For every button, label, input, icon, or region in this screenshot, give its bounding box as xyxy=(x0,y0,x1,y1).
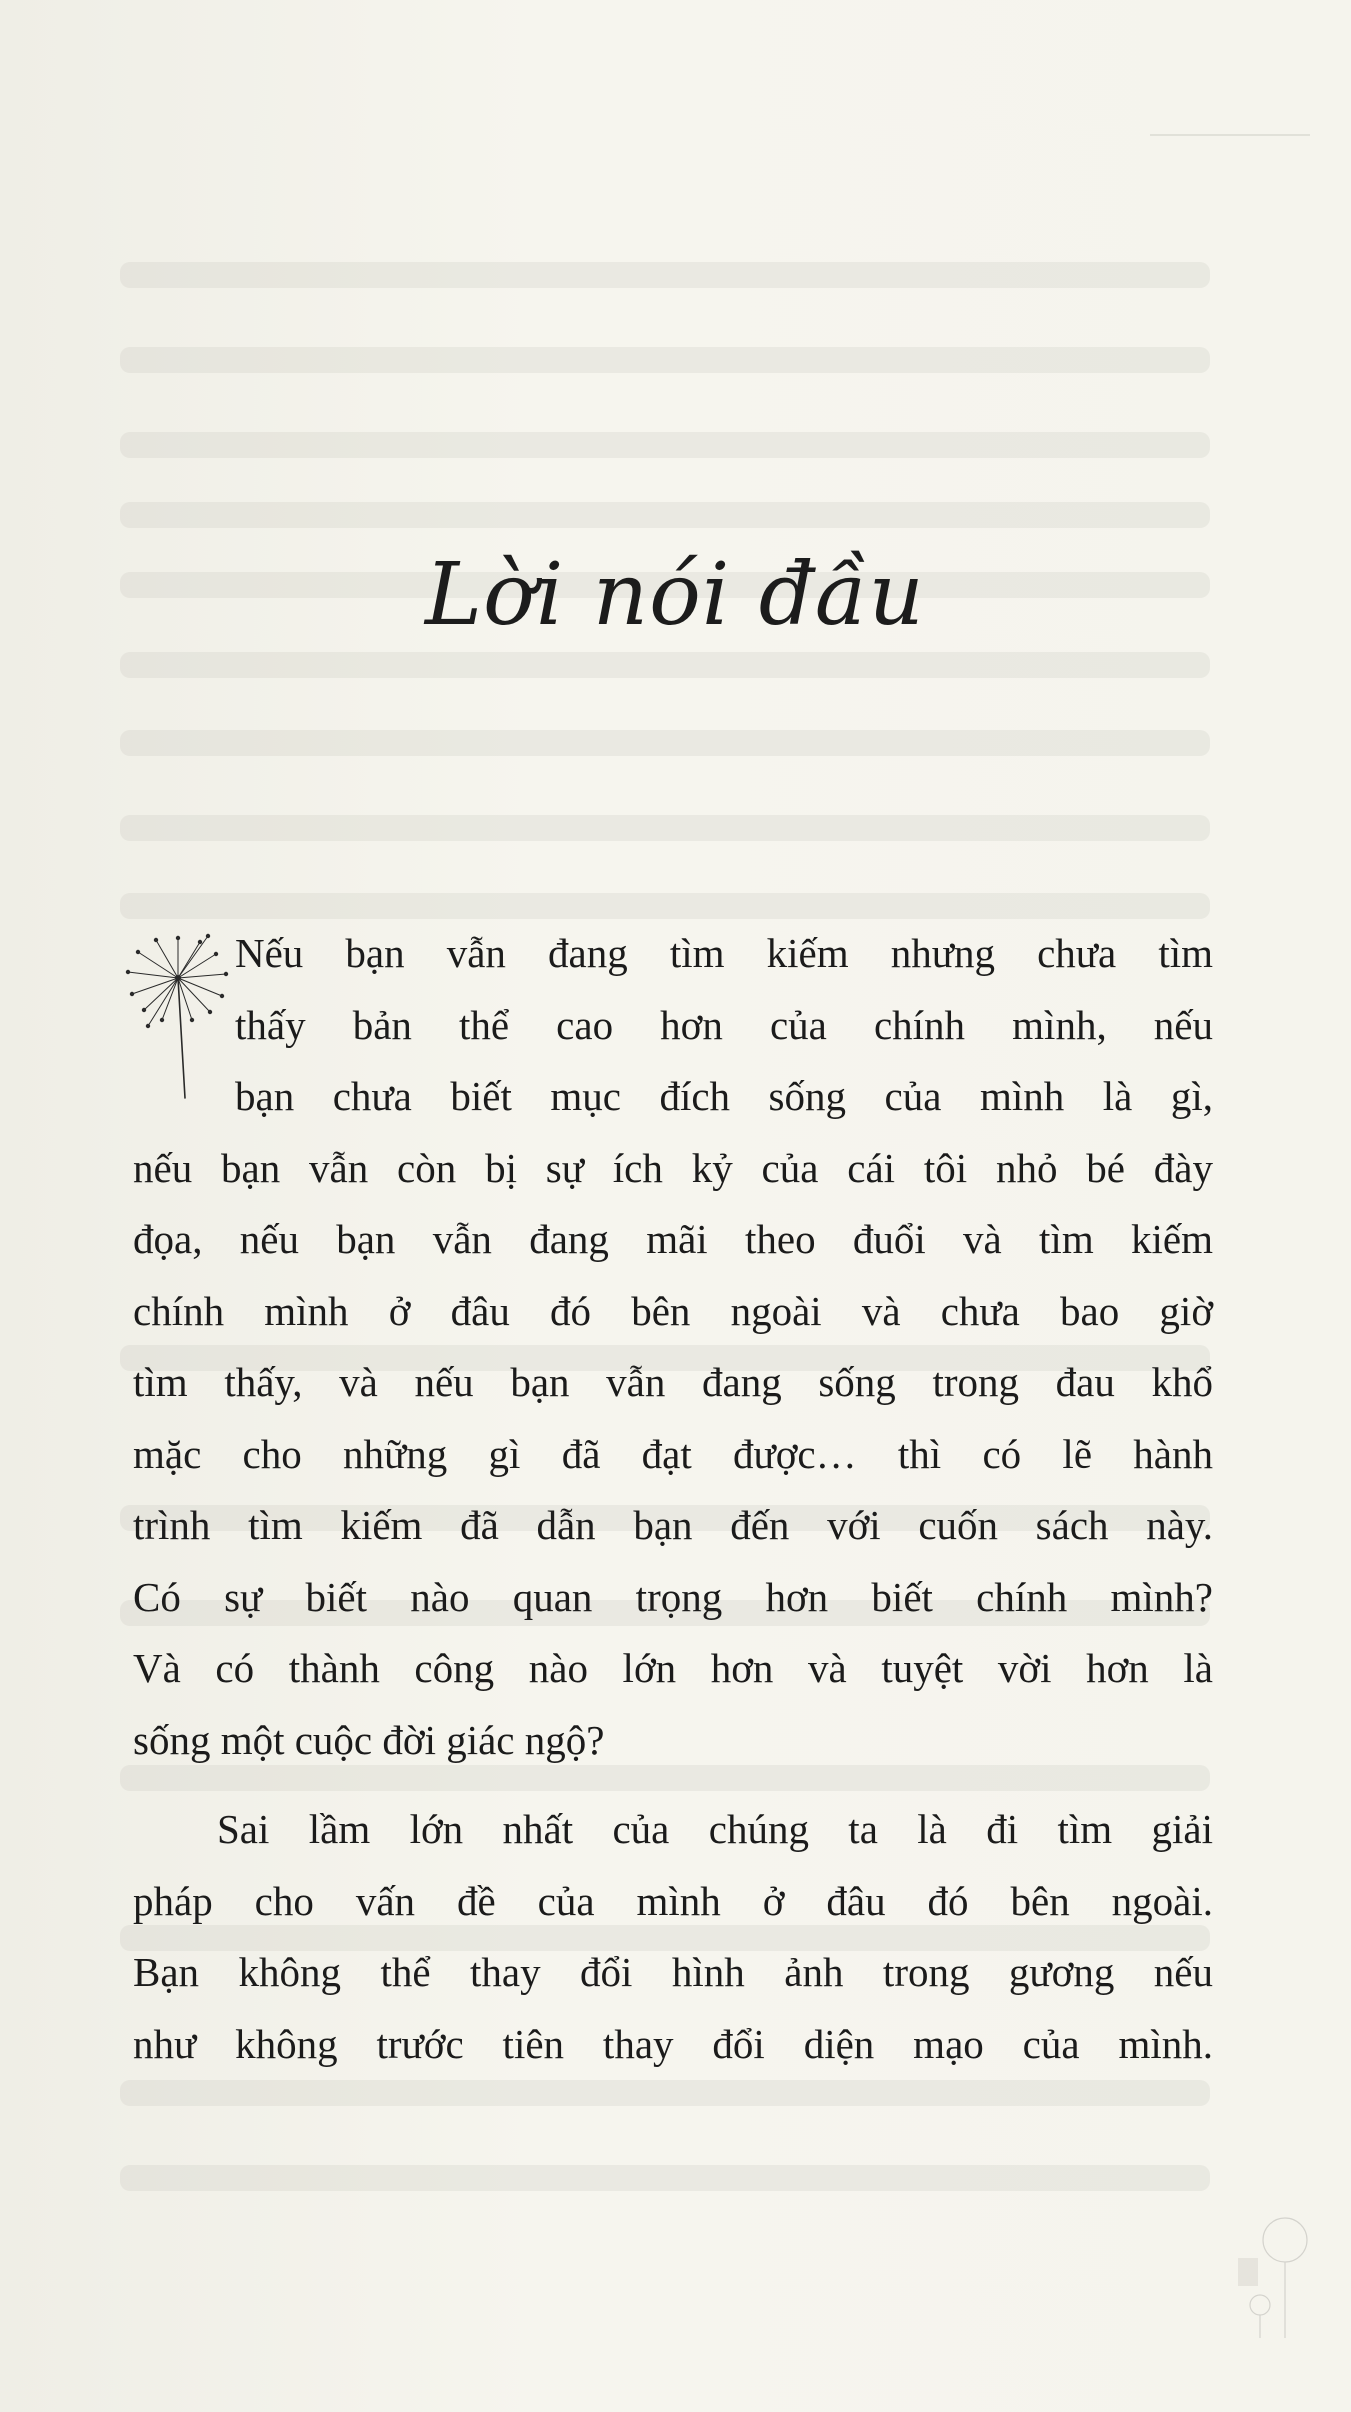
text-line: như không trước tiên thay đổi diện mạo của mình. xyxy=(133,2020,1213,2067)
text-line: bạn chưa biết mục đích sống của mình là gì, xyxy=(235,1073,1213,1119)
ghost-page-number xyxy=(1238,2258,1258,2286)
ghost-line xyxy=(120,502,1210,528)
body-text xyxy=(133,918,1213,2080)
ghost-line xyxy=(120,432,1210,458)
ghost-line xyxy=(120,893,1210,919)
text-line: pháp cho vấn đề của mình ở đâu đó bên ngoài. xyxy=(133,1877,1213,1924)
paragraph-2 xyxy=(133,1794,1213,2080)
text-line: chính mình ở đâu đó bên ngoài và chưa bao giờ xyxy=(133,1287,1213,1334)
paragraph-gap xyxy=(133,1776,1213,1794)
text-line: trình tìm kiếm đã dẫn bạn đến với cuốn sách này. xyxy=(133,1502,1213,1548)
text-line: nếu bạn vẫn còn bị sự ích kỷ của cái tôi nhỏ bé đày xyxy=(133,1144,1213,1191)
text-line: Nếu bạn vẫn đang tìm kiếm nhưng chưa tìm xyxy=(235,930,1213,976)
ghost-flower-icon xyxy=(1240,2210,1330,2340)
ghost-line xyxy=(120,347,1210,373)
paragraph-1 xyxy=(133,918,1213,1776)
text-line: tìm thấy, và nếu bạn vẫn đang sống trong đau khổ xyxy=(133,1359,1213,1405)
text-line: sống một cuộc đời giác ngộ? xyxy=(133,1716,605,1763)
ghost-line xyxy=(120,815,1210,841)
text-line: Và có thành công nào lớn hơn và tuyệt vời hơn là xyxy=(133,1645,1213,1691)
text-line: Có sự biết nào quan trọng hơn biết chính mình? xyxy=(133,1573,1213,1620)
text-line: đọa, nếu bạn vẫn đang mãi theo đuổi và tìm kiếm xyxy=(133,1216,1213,1262)
ghost-line xyxy=(120,2080,1210,2106)
ghost-line xyxy=(120,730,1210,756)
chapter-heading: Lời nói đầu xyxy=(425,545,925,645)
text-line: Bạn không thể thay đổi hình ảnh trong gương nếu xyxy=(133,1949,1213,1995)
text-line: mặc cho những gì đã đạt được… thì có lẽ hành xyxy=(133,1430,1213,1477)
ghost-line xyxy=(120,262,1210,288)
text-line: thấy bản thể cao hơn của chính mình, nếu xyxy=(235,1001,1213,1048)
ghost-line xyxy=(120,2165,1210,2191)
ghost-running-header xyxy=(1150,100,1310,136)
text-line: Sai lầm lớn nhất của chúng ta là đi tìm giải xyxy=(217,1806,1213,1852)
